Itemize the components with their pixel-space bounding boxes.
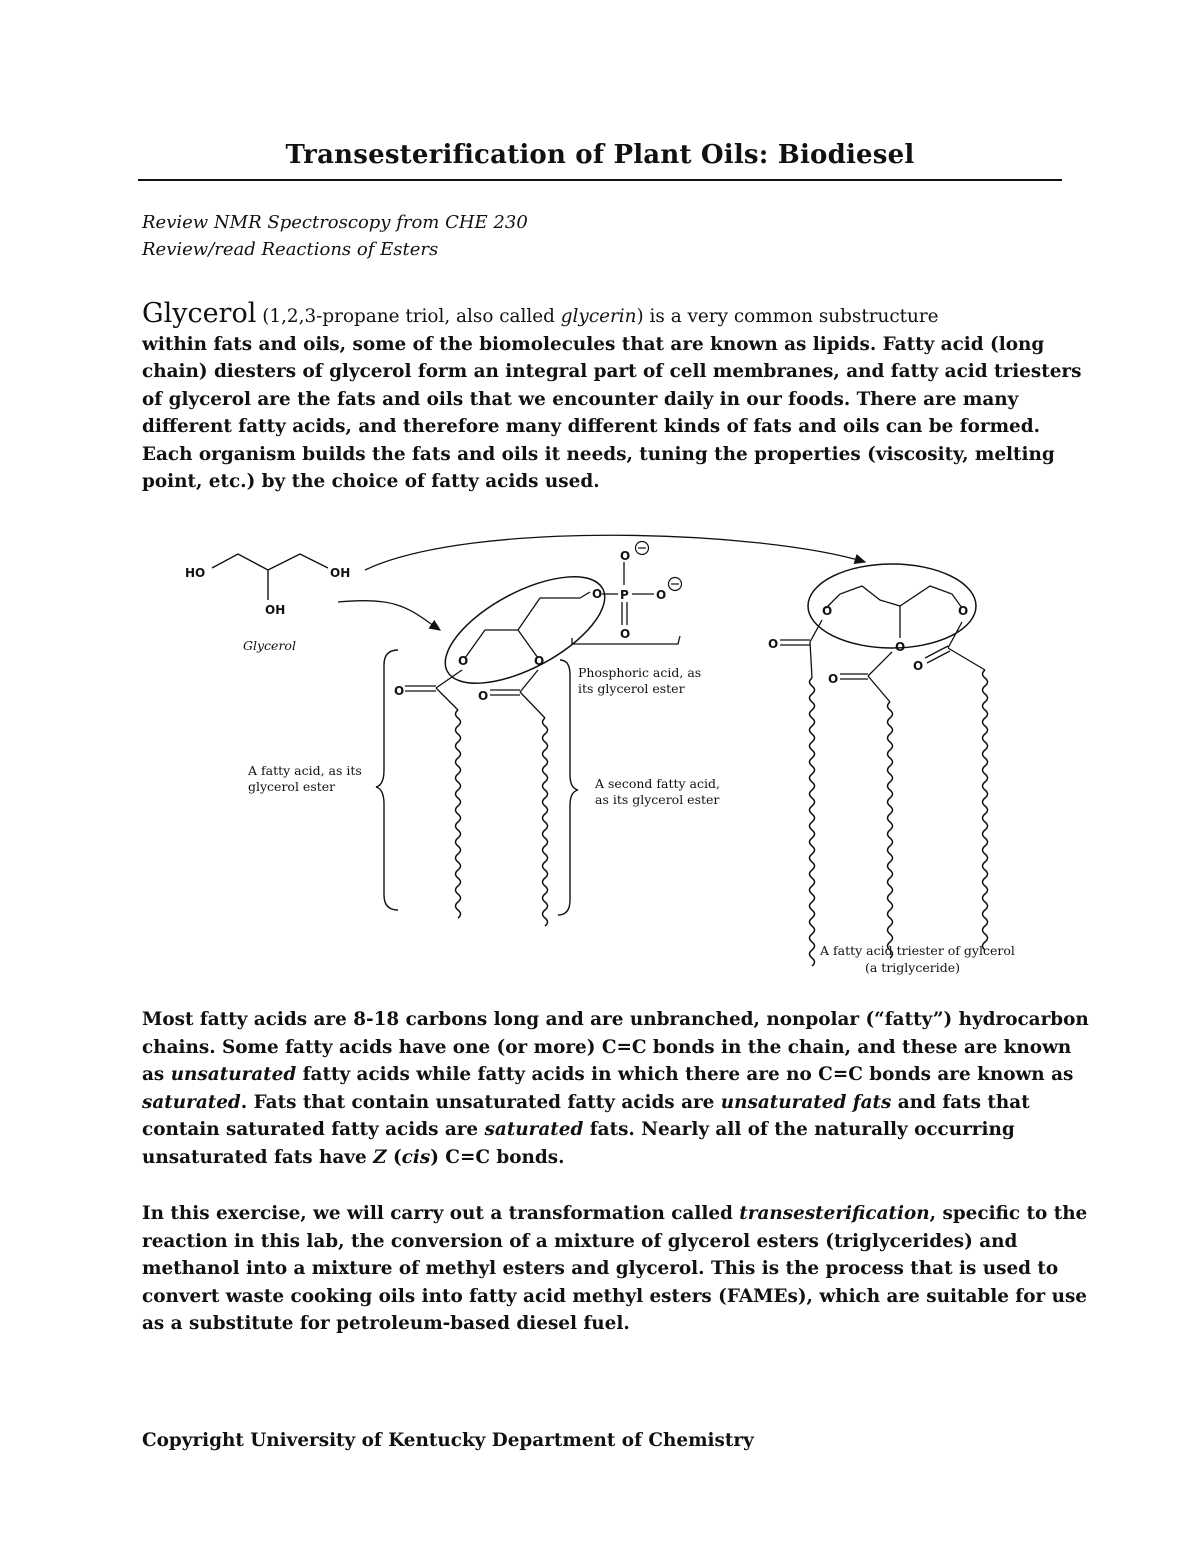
phosphate-top-oxygen: O [620,549,631,563]
glycerol-paragraph [142,298,1082,496]
carbonyl-oxygen-1: O [394,684,405,698]
tri-ester-bonds-3 [948,622,985,670]
copyright-footer: Copyright University of Kentucky Department of Chemistry [142,1430,754,1451]
tri-ester-bonds-2 [868,652,892,702]
ester-bonds-1 [436,670,462,710]
para3-line1: In this exercise, we will carry out a transformation called transesterification, specific to the [142,1203,1088,1224]
para1-line7: point, etc.) by the choice of fatty acids used. [142,471,600,492]
para1-line5: different fatty acids, and therefore many different kinds of fats and oils can be formed. [142,416,1040,437]
para2-line4: saturated. Fats that contain unsaturated fatty acids are unsaturated fats and fats that [142,1091,1030,1113]
glycerol-oh-label: OH [330,566,351,580]
fatty-acid-2-label-line2: as its glycerol ester [595,792,720,807]
triglyceride-caption-line1: A fatty acid triester of gylcerol [820,943,1015,958]
tri-carbonyl-oxygen-2: O [828,672,839,686]
glycerol-ho-label: HO [185,566,206,580]
glycerol-ester-diagram [140,530,1060,990]
para2-line1: Most fatty acids are 8-18 carbons long and are unbranched, nonpolar (“fatty”) hydrocarbon [142,1009,1089,1030]
fatty-acids-paragraph [142,1006,1089,1171]
glycerol-lead-word: Glycerol [142,298,257,329]
para1-line1: Glycerol (1,2,3-propane triol, also called glycerin) is a very common substructure [142,298,939,329]
review-line-esters: Review/read Reactions of Esters [142,239,439,260]
tri-carbonyl-oxygen-3: O [913,659,924,673]
fatty-acid-2-label-line1: A second fatty acid, [595,776,720,791]
para3-line3: methanol into a mixture of methyl esters and glycerol. This is the process that is used to [142,1258,1059,1279]
ester-oxygen-2: O [534,654,545,668]
phosphate-right-oxygen: O [656,588,667,602]
para1-line2: within fats and oils, some of the biomolecules that are known as lipids. Fatty acid (long [142,333,1045,355]
triglyceride-backbone [826,586,962,608]
phospholipid-backbone [465,592,590,658]
tri-ester-oxygen-3: O [958,604,969,618]
fatty-acid-2-brace [558,660,578,915]
fatty-acid-chain-1 [456,710,461,918]
fatty-acid-chain-2 [543,718,548,926]
para3-line5: as a substitute for petroleum-based diesel fuel. [142,1313,630,1334]
tri-ester-oxygen-1: O [822,604,833,618]
phosphate-bottom-oxygen: O [620,627,631,641]
phosphoric-label-line2: its glycerol ester [578,681,685,696]
arrow-to-phospholipid [338,601,440,630]
para3-line4: convert waste cooking oils into fatty acid methyl esters (FAMEs), which are suitable for use [142,1285,1087,1307]
title-underline [138,179,1062,181]
glycerol-backbone [212,554,328,570]
carbonyl-oxygen-2: O [478,689,489,703]
phosphate-ester-oxygen: O [592,587,603,601]
triglyceride-caption-line2: (a triglyceride) [865,960,961,975]
page-title: Transesterification of Plant Oils: Biodiesel [285,140,915,170]
tri-carbonyl-bond-3a [925,646,948,658]
para2-line2: chains. Some fatty acids have one (or more) C=C bonds in the chain, and these are known [142,1036,1072,1058]
transesterification-paragraph [142,1200,1088,1338]
para3-line2: reaction in this lab, the conversion of a mixture of glycerol esters (triglycerides) and [142,1230,1018,1252]
tri-carbonyl-bond-3b [927,651,950,663]
triglyceride-chain-1 [810,678,815,966]
review-line-nmr: Review NMR Spectroscopy from CHE 230 [142,212,528,233]
ester-oxygen-1: O [458,654,469,668]
tri-ester-oxygen-2: O [895,640,906,654]
phosphoric-label-line1: Phosphoric acid, as [578,665,702,680]
fatty-acid-1-label-line1: A fatty acid, as its [248,763,362,778]
fatty-acid-1-label-line2: glycerol ester [248,779,336,794]
triglyceride-chain-3 [983,670,988,950]
para2-line5: contain saturated fatty acids are saturated fats. Nearly all of the naturally occurring [142,1119,1015,1140]
triglyceride-glycerol-highlight [808,564,976,648]
triglyceride-chain-2 [888,702,893,958]
glycerol-caption: Glycerol [243,638,296,653]
tri-carbonyl-oxygen-1: O [768,637,779,651]
para1-line3: chain) diesters of glycerol form an integral part of cell membranes, and fatty acid triesters [142,361,1082,382]
ester-bonds-2 [520,670,545,718]
chemistry-figure [140,530,1060,990]
phosphorus-atom: P [620,588,629,602]
para1-line6: Each organism builds the fats and oils it needs, tuning the properties (viscosity, melting [142,443,1055,465]
arrow-to-triglyceride [365,535,865,570]
para1-line4: of glycerol are the fats and oils that we encounter daily in our foods. There are many [142,388,1019,410]
para2-line3: as unsaturated fatty acids while fatty acids in which there are no C=C bonds are known as [142,1064,1074,1085]
glycerol-oh-bottom-label: OH [265,603,286,617]
para2-line6: unsaturated fats have Z (cis) C=C bonds. [142,1146,565,1168]
